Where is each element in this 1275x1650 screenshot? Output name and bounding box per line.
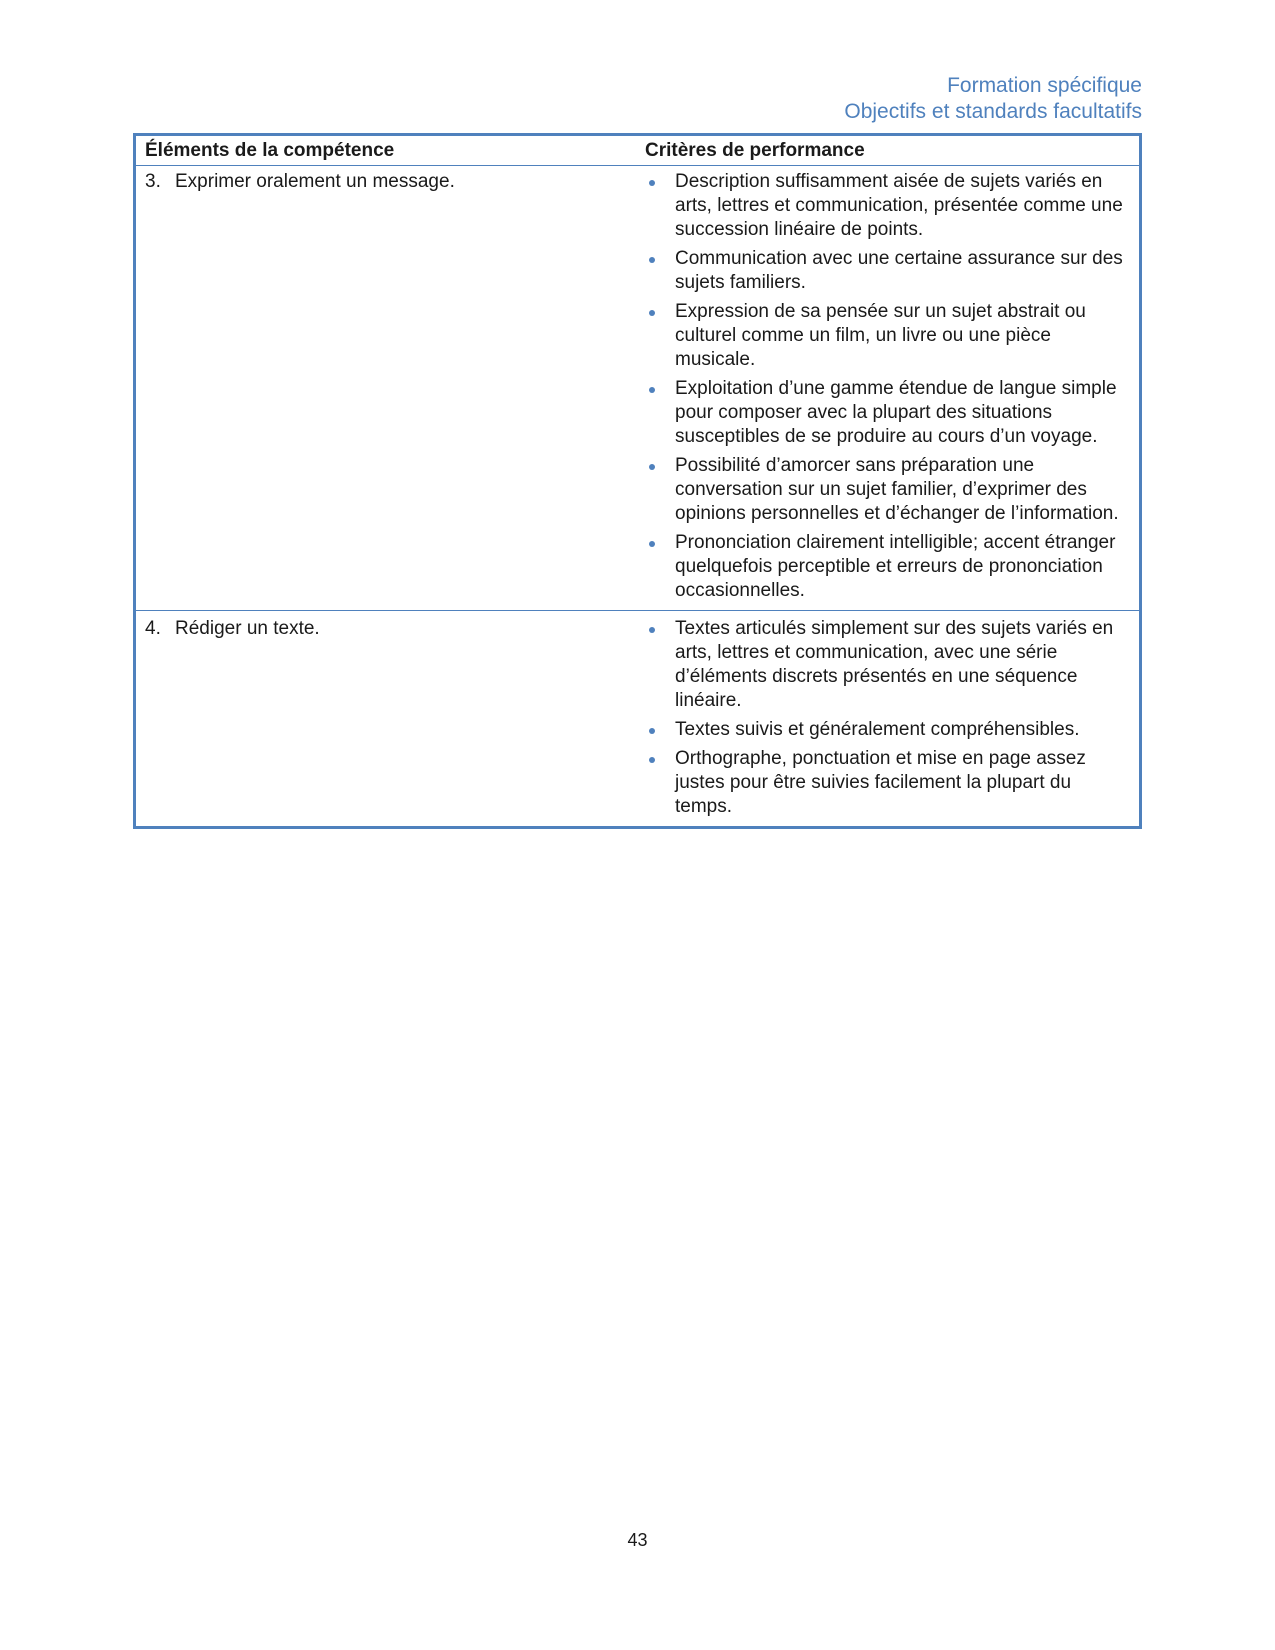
criteria-item [645,377,1130,449]
criteria-text: Orthographe, ponctuation et mise en page assez justes pour être suivies facilement la plupart du temps. [675,748,1086,817]
header-section-title: Formation spécifique [947,74,1142,97]
criteria-item [645,247,1130,295]
column-header-elements: Éléments de la compétence [135,135,637,166]
criteria-text: Communication avec une certaine assurance sur des sujets familiers. [675,248,1123,293]
competence-table [133,133,1142,829]
bullet-icon [649,757,655,763]
element-item [145,170,627,194]
element-label: Rédiger un texte. [175,618,320,639]
criteria-text: Textes articulés simplement sur des sujets variés en arts, lettres et communication, avec une série d’éléments discrets présentés en une séquence linéaire. [675,618,1114,711]
criteria-item [645,454,1130,526]
criteria-text: Textes suivis et généralement compréhensibles. [675,719,1080,740]
criteria-text: Exploitation d’une gamme étendue de langue simple pour composer avec la plupart des situations susceptibles de se produire au cours d’un voyage. [675,378,1117,447]
element-cell [135,611,637,828]
table-header-row [135,135,1141,166]
criteria-cell [636,611,1141,828]
running-header [844,73,1142,125]
table-row [135,611,1141,828]
bullet-icon [649,257,655,263]
criteria-cell [636,166,1141,611]
criteria-item [645,170,1130,242]
bullet-icon [649,627,655,633]
criteria-item [645,300,1130,372]
element-number: 4. [145,618,161,639]
criteria-text: Possibilité d’amorcer sans préparation une conversation sur un sujet familier, d’exprimer des opinions personnelles et d’échanger de l’information. [675,455,1119,524]
element-label: Exprimer oralement un message. [175,171,455,192]
bullet-icon [649,310,655,316]
page-number: 43 [627,1530,648,1550]
bullet-icon [649,387,655,393]
column-header-criteres: Critères de performance [636,135,1141,166]
bullet-icon [649,180,655,186]
element-cell [135,166,637,611]
element-item [145,617,627,641]
criteria-text: Expression de sa pensée sur un sujet abstrait ou culturel comme un film, un livre ou une pièce musicale. [675,301,1086,370]
header-subsection-title: Objectifs et standards facultatifs [844,100,1142,123]
criteria-item [645,747,1130,819]
element-number: 3. [145,171,161,192]
bullet-icon [649,541,655,547]
table-row [135,166,1141,611]
criteria-list [645,617,1130,819]
criteria-item [645,718,1130,742]
criteria-list [645,170,1130,603]
criteria-text: Prononciation clairement intelligible; accent étranger quelquefois perceptible et erreurs de prononciation occasionnelles. [675,532,1116,601]
bullet-icon [649,728,655,734]
criteria-item [645,617,1130,713]
bullet-icon [649,464,655,470]
criteria-item [645,531,1130,603]
criteria-text: Description suffisamment aisée de sujets variés en arts, lettres et communication, présentée comme une succession linéaire de points. [675,171,1123,240]
